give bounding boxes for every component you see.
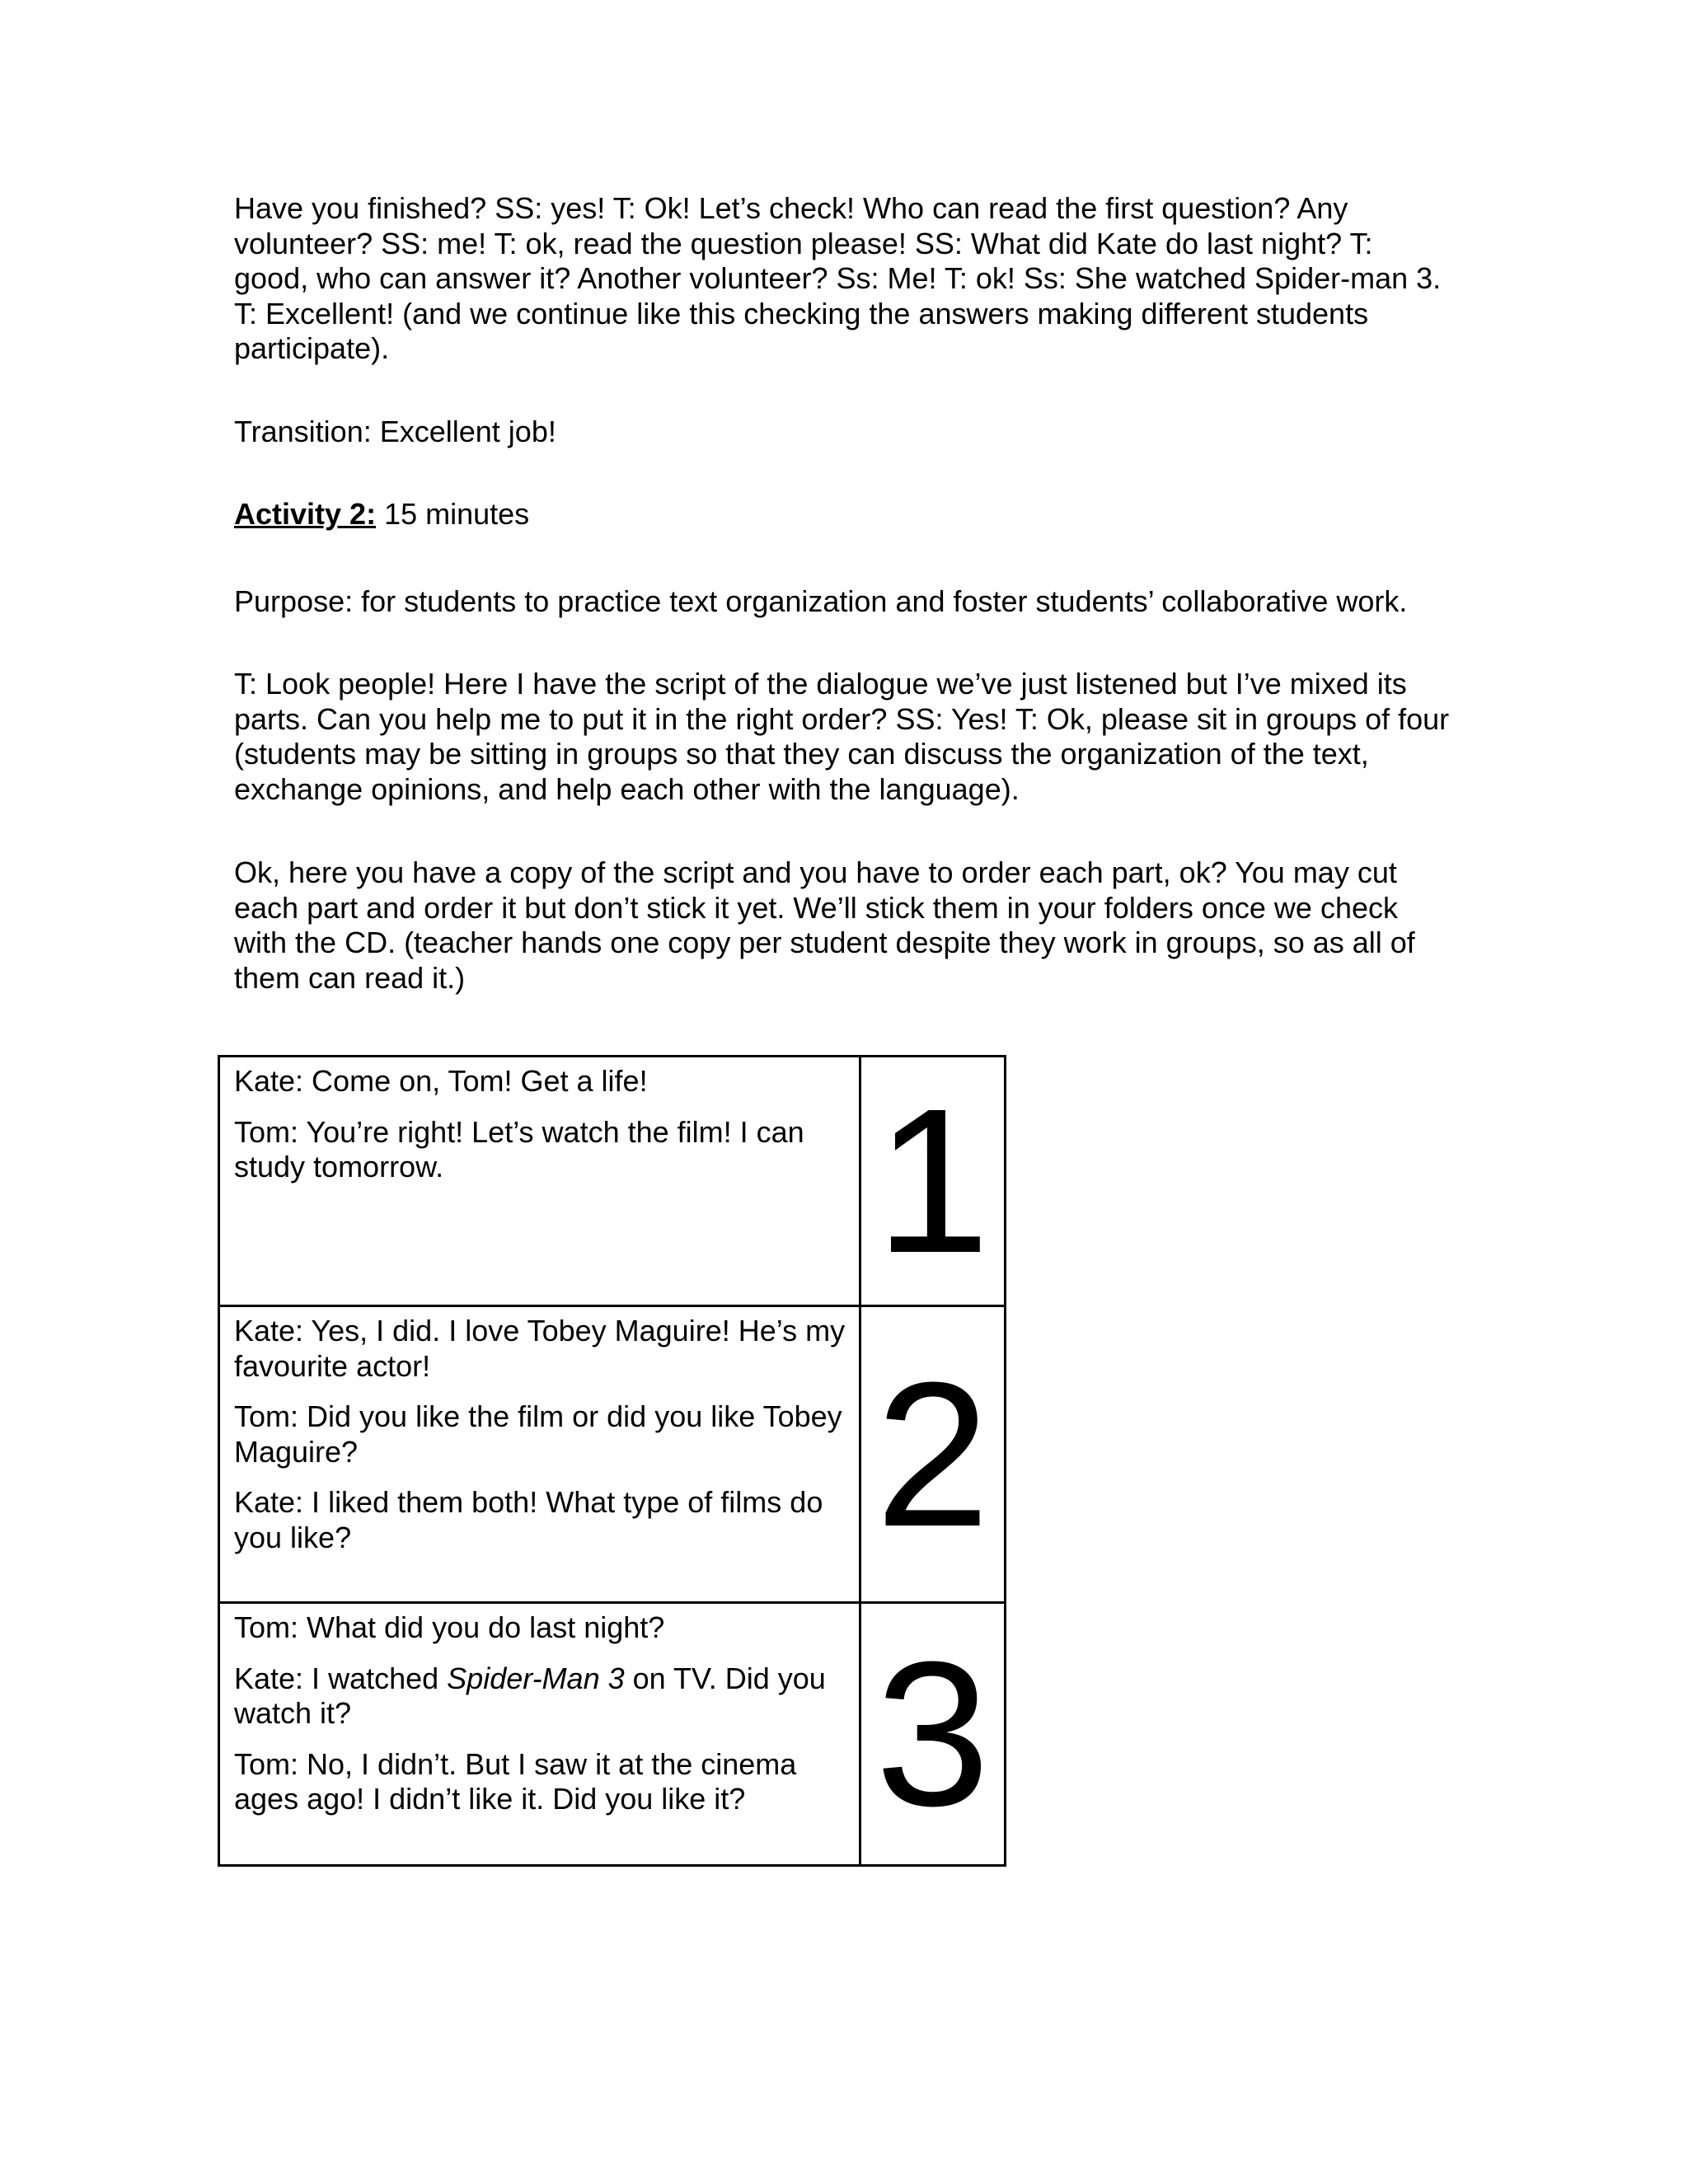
activity-heading xyxy=(234,497,1454,532)
dialogue-script-table xyxy=(218,1055,1006,1867)
instructions-paragraph: T: Look people! Here I have the script of the dialogue we’ve just listened but I’ve mixed its parts. Can you help me to put it in the right order? SS: Yes! T: Ok, please sit in groups of four (students may be sitting in groups so that they can discuss the organization of the text, exchange opinions, and help each other with the language). xyxy=(234,667,1450,806)
table-row xyxy=(219,1603,1006,1866)
dialogue-line: Tom: Did you like the film or did you like Tobey Maguire? xyxy=(234,1399,842,1469)
order-number-cell xyxy=(860,1057,1006,1306)
dialogue-line xyxy=(234,1661,846,1732)
order-number: 2 xyxy=(874,1338,991,1569)
activity-duration: 15 minutes xyxy=(376,497,530,531)
line-prefix: Kate: I watched xyxy=(234,1661,448,1695)
line-suffix: on TV. Did you watch it? xyxy=(234,1661,826,1730)
table-row xyxy=(219,1306,1006,1603)
film-title: Spider-Man 3 xyxy=(447,1661,625,1695)
purpose-paragraph: Purpose: for students to practice text organization and foster students’ collaborative work. xyxy=(234,584,1408,618)
dialogue-line: Tom: No, I didn’t. But I saw it at the cinema ages ago! I didn’t like it. Did you like it? xyxy=(234,1746,797,1816)
dialogue-cell xyxy=(219,1057,860,1306)
order-number-cell xyxy=(860,1306,1006,1603)
table-row xyxy=(219,1057,1006,1306)
checking-answers-paragraph: Have you finished? SS: yes! T: Ok! Let’s check! Who can read the first question? Any volunteer? SS: me! T: ok, read the question please! SS: What did Kate do last night? T: good, who can answer it? Another volunteer? Ss: Me! T: ok! Ss: She watched Spider-man 3. T: Excellent! (and we continue like this checking the answers making different students participate). xyxy=(234,191,1442,365)
dialogue-line: Kate: Yes, I did. I love Tobey Maguire! He’s my favourite actor! xyxy=(234,1314,846,1383)
dialogue-line: Kate: I liked them both! What type of films do you like? xyxy=(234,1485,823,1554)
dialogue-cell xyxy=(219,1306,860,1603)
dialogue-line: Tom: You’re right! Let’s watch the film! I can study tomorrow. xyxy=(234,1114,804,1183)
dialogue-cell xyxy=(219,1603,860,1866)
handout-paragraph: Ok, here you have a copy of the script and you have to order each part, ok? You may cut each part and order it but don’t stick it yet. We’ll stick them in your folders once we check with the CD. (teacher hands one copy per student despite they work in groups, so as all of them can read it.) xyxy=(234,855,1415,995)
order-number-cell xyxy=(860,1603,1006,1866)
order-number: 3 xyxy=(874,1619,991,1849)
order-number: 1 xyxy=(874,1066,991,1296)
dialogue-line: Kate: Come on, Tom! Get a life! xyxy=(234,1064,648,1098)
transition-paragraph: Transition: Excellent job! xyxy=(234,415,556,448)
activity-label: Activity 2: xyxy=(234,497,377,531)
dialogue-line: Tom: What did you do last night? xyxy=(234,1610,665,1644)
